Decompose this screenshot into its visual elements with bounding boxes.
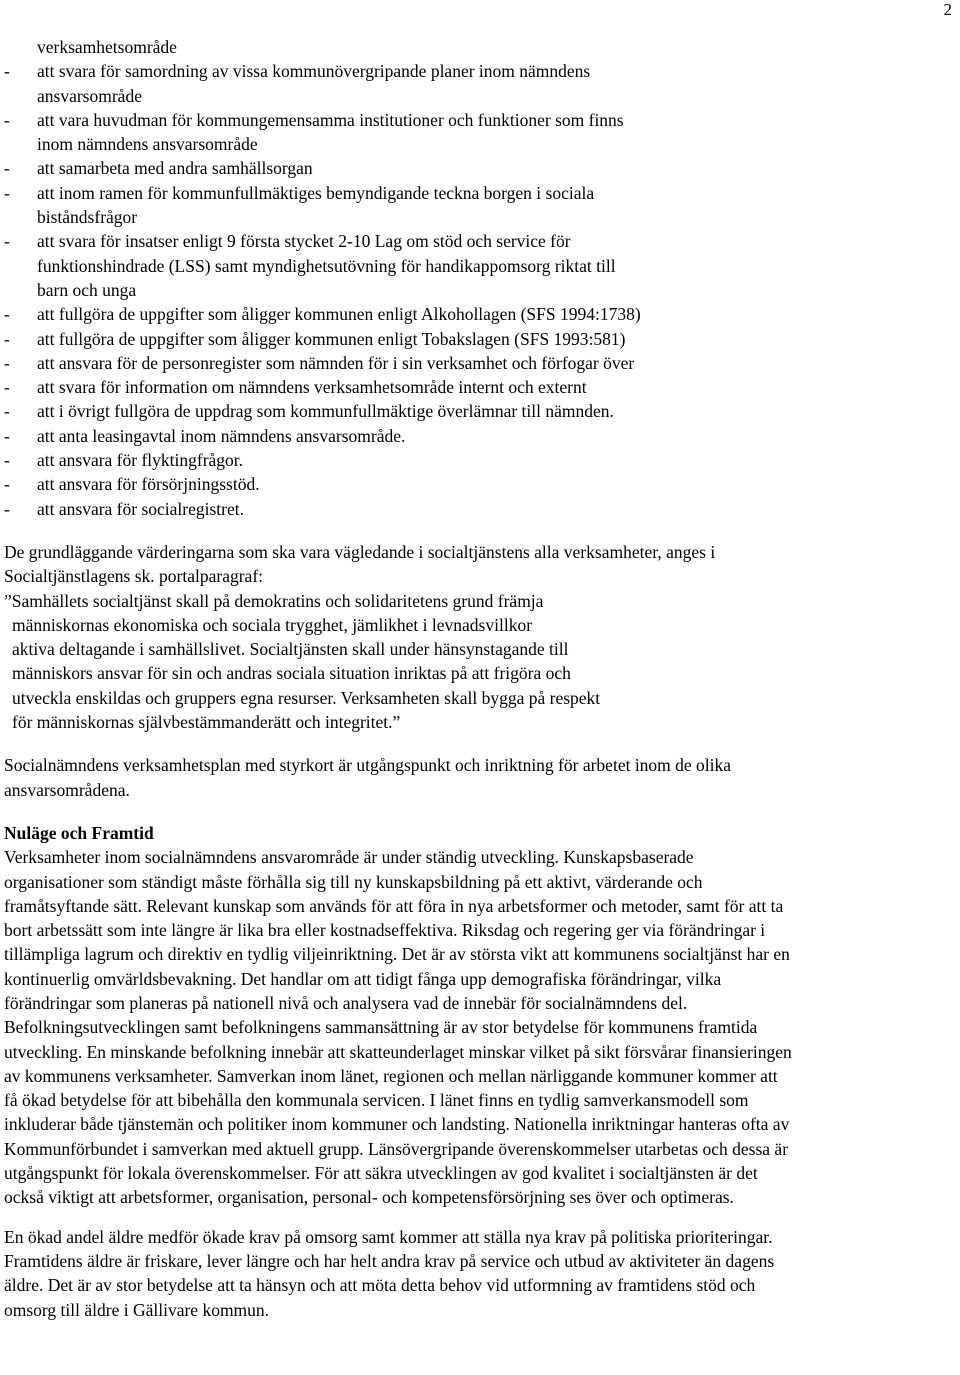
list-item [4,156,954,180]
quote-line: människors ansvar för sin och andras sociala situation inriktas på att frigöra och [12,663,571,684]
section-heading: Nuläge och Framtid [4,822,154,843]
list-item [4,424,954,448]
intro-line: De grundläggande värderingarna som ska vara vägledande i socialtjänstens alla verksamheter, anges i [4,541,716,562]
list-item [4,497,954,521]
section-line: framåtsyftande sätt. Relevant kunskap som används för att föra in nya arbetsformer och metoder, samt för att ta [4,895,784,916]
quote-line: för människornas självbestämmanderätt och integritet.” [12,712,401,733]
list-dash: - [4,109,10,130]
list-item [4,108,954,157]
list-item [4,351,954,375]
list-item-line: - att svara för information om nämndens verksamhetsområde internt och externt [4,375,954,399]
list-item-line: biståndsfrågor [37,207,138,228]
section-line: organisationer som ständigt måste förhålla sig till ny kunskapsbildning på ett aktivt, värderande och [4,871,703,892]
quote-line: människornas ekonomiska och sociala trygghet, jämlikhet i levnadsvillkor [12,614,533,635]
list-continuation [4,35,954,59]
section-line: utveckling. En minskande befolkning innebär att skatteunderlaget minskar vilket på sikt försvårar finansieringen [4,1041,792,1062]
section-line: Befolkningsutvecklingen samt befolkningens sammansättning är av stor betydelse för kommunens framtida [4,1017,758,1038]
elderly-paragraph [4,1225,954,1322]
section-line: få ökad betydelse för att bibehålla den kommunala servicen. I länet finns en tydlig samverkansmodell som [4,1090,749,1111]
page-number: 2 [943,0,952,19]
list-item-line: funktionshindrade (LSS) samt myndighetsutövning för handikappomsorg riktat till [37,255,616,276]
portal-paragraph-quote [4,589,954,735]
section-line: Kommunförbundet i samverkan med aktuell grupp. Länsövergripande överenskommelser utarbetas och dessa är [4,1138,789,1159]
list-item-line: inom nämndens ansvarsområde [37,134,258,155]
section-line: tillämpliga lagrum och direktiv en tydlig viljeinriktning. Det är av största vikt att kommunens socialtjänst har en [4,944,790,965]
list-dash: - [4,352,10,373]
quote-line: aktiva deltagande i samhällslivet. Socialtjänsten skall under hänsynstagande till [12,639,569,660]
list-dash: - [4,401,10,422]
section-line: inkluderar både tjänstemän och politiker inom kommuner och landsting. Nationella inriktningar hanteras ofta av [4,1114,790,1135]
list-item-line: - att fullgöra de uppgifter som åligger kommunen enligt Alkohollagen (SFS 1994:1738) [4,302,954,326]
list-item-line: - att samarbeta med andra samhällsorgan [4,156,954,180]
list-item-line: - att ansvara för flyktingfrågor. [4,448,954,472]
list-item [4,327,954,351]
quote-line: ”Samhällets socialtjänst skall på demokratins och solidaritetens grund främja [4,590,544,611]
list-dash: - [4,158,10,179]
section-line: utgångspunkt för lokala överenskommelser. För att säkra utvecklingen av god kvalitet i socialtjänsten är det [4,1163,758,1184]
section-line: av kommunens verksamheter. Samverkan inom länet, regionen och mellan närliggande kommuner kommer att [4,1065,778,1086]
list-item-line: - att anta leasingavtal inom nämndens ansvarsområde. [4,424,954,448]
list-item-line: ansvarsområde [37,85,142,106]
section-line: Verksamheter inom socialnämndens ansvarområde är under ständig utveckling. Kunskapsbaserade [4,847,694,868]
list-item [4,448,954,472]
list-dash: - [4,61,10,82]
list-item [4,229,954,302]
list-dash: - [4,377,10,398]
list-item-line: - att ansvara för de personregister som nämnden för i sin verksamhet och förfogar över [4,351,954,375]
list-item [4,302,954,326]
section-line: bort arbetssätt som inte längre är lika bra eller kostnadseffektiva. Riksdag och regering ger via förändringar i [4,920,766,941]
list-item [4,59,954,108]
list-item-line: - att i övrigt fullgöra de uppdrag som kommunfullmäktige överlämnar till nämnden. [4,399,954,423]
list-dash: - [4,498,10,519]
plan-line: ansvarsområdena. [4,779,130,800]
document-body [4,35,954,1322]
list-item [4,181,954,230]
elderly-line: En ökad andel äldre medför ökade krav på omsorg samt kommer att ställa nya krav på politiska prioriteringar. [4,1226,773,1247]
intro-line: Socialtjänstlagens sk. portalparagraf: [4,566,264,587]
list-item-line: - att svara för insatser enligt 9 första stycket 2-10 Lag om stöd och service för [4,229,954,253]
list-dash: - [4,304,10,325]
elderly-line: Framtidens äldre är friskare, lever längre och har helt andra krav på service och utbud av aktiviteter än dagens [4,1250,775,1271]
intro-paragraph [4,540,954,589]
section-line: förändringar som planeras på nationell nivå och analysera vad de innebär för socialnämndens del. [4,992,688,1013]
list-dash: - [4,450,10,471]
elderly-line: äldre. Det är av stor betydelse att ta hänsyn och att möta detta behov vid utformning av framtidens stöd och [4,1275,756,1296]
list-dash: - [4,231,10,252]
list-item [4,375,954,399]
list-item [4,472,954,496]
list-dash: - [4,328,10,349]
elderly-line: omsorg till äldre i Gällivare kommun. [4,1299,270,1320]
list-item-line: - att svara för samordning av vissa kommunövergripande planer inom nämndens [4,59,954,83]
list-item-line: barn och unga [37,279,137,300]
list-dash: - [4,182,10,203]
duty-list [4,59,954,521]
list-item-line: - att inom ramen för kommunfullmäktiges bemyndigande teckna borgen i sociala [4,181,954,205]
list-item-line: - att vara huvudman för kommungemensamma institutioner och funktioner som finns [4,108,954,132]
list-item [4,399,954,423]
quote-line: utveckla enskildas och gruppers egna resurser. Verksamheten skall bygga på respekt [12,687,601,708]
plan-line: Socialnämndens verksamhetsplan med styrkort är utgångspunkt och inriktning för arbetet inom de olika [4,755,732,776]
list-dash: - [4,425,10,446]
list-item-line: - att fullgöra de uppgifter som åligger kommunen enligt Tobakslagen (SFS 1993:581) [4,327,954,351]
plan-paragraph [4,753,954,802]
section-paragraph [4,845,954,1209]
list-item-line: - att ansvara för försörjningsstöd. [4,472,954,496]
list-continuation-text: verksamhetsområde [37,37,177,57]
section-line: också viktigt att arbetsformer, organisation, personal- och kompetensförsörjning ses över och optimeras. [4,1187,734,1208]
list-dash: - [4,474,10,495]
list-item-line: - att ansvara för socialregistret. [4,497,954,521]
section-line: kontinuerlig omvärldsbevakning. Det handlar om att tidigt fånga upp demografiska förändringar, vilka [4,968,722,989]
